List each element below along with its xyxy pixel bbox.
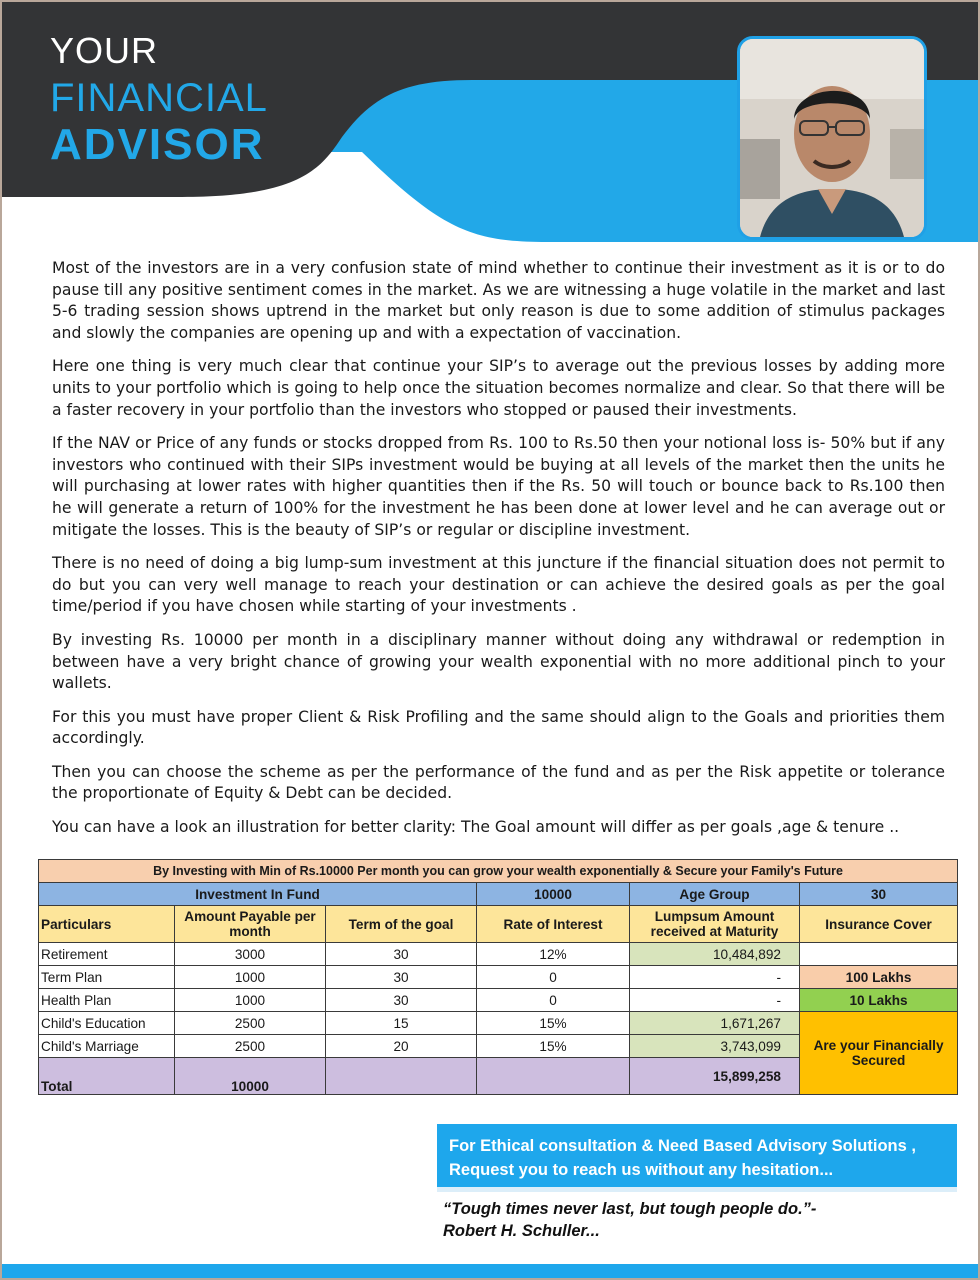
quote-block — [443, 1198, 903, 1242]
total-empty-cell — [326, 1058, 477, 1095]
lumpsum-cell: 3,743,099 — [630, 1035, 800, 1058]
secured-note: Are your Financially Secured — [800, 1012, 958, 1095]
paragraph: Then you can choose the scheme as per the performance of the fund and as per the Risk appetite or tolerance the proportionate of Equity & Debt can be decided. — [52, 762, 945, 803]
term-cell: 30 — [326, 943, 477, 966]
column-header: Term of the goal — [326, 906, 477, 943]
lumpsum-cell: 1,671,267 — [630, 1012, 800, 1035]
callout-line: Request you to reach us without any hesitation... — [449, 1161, 834, 1179]
table-row — [39, 989, 958, 1012]
total-amount: 10000 — [175, 1058, 326, 1095]
header-title-advisor: ADVISOR — [50, 120, 265, 169]
particular-cell: Term Plan — [39, 966, 175, 989]
lumpsum-cell: - — [630, 989, 800, 1012]
amount-cell: 1000 — [175, 989, 326, 1012]
table-row — [39, 943, 958, 966]
cover-cell: 100 Lakhs — [800, 966, 958, 989]
column-header: Lumpsum Amount received at Maturity — [630, 906, 800, 943]
article-body — [52, 258, 945, 839]
cover-cell — [800, 943, 958, 966]
table-banner: By Investing with Min of Rs.10000 Per month you can grow your wealth exponentially & Secure your Family's Future — [39, 860, 958, 883]
quote-text: “Tough times never last, but tough people do.”- — [443, 1200, 817, 1218]
particular-cell: Child's Marriage — [39, 1035, 175, 1058]
cover-cell: 10 Lakhs — [800, 989, 958, 1012]
age-group-label: Age Group — [630, 883, 800, 906]
paragraph: Most of the investors are in a very confusion state of mind whether to continue their investment as it is or to do pause till any positive sentiment comes in the market. As we are witnessing a huge volatile in the market and last 5-6 trading session shows uptrend in the market but only reason is due to some addition of stimulus packages and slowly the companies are opening up and with a expectation of vaccination. — [52, 259, 945, 342]
investment-in-fund-value: 10000 — [477, 883, 630, 906]
amount-cell: 3000 — [175, 943, 326, 966]
amount-cell: 1000 — [175, 966, 326, 989]
paragraph: Here one thing is very much clear that continue your SIP’s to average out the previous losses by adding more units to your portfolio which is going to help once the situation becomes normalize and clear. So that there will be a faster recovery in your portfolio than the investors who stopped or paused their investments. — [52, 357, 945, 419]
table-row — [39, 966, 958, 989]
investment-illustration-table — [38, 859, 958, 1095]
footer-bar — [2, 1264, 980, 1280]
paragraph: You can have a look an illustration for better clarity: The Goal amount will differ as per goals ,age & tenure .. — [52, 818, 900, 837]
term-cell: 30 — [326, 989, 477, 1012]
header-title-your: YOUR — [50, 30, 159, 71]
rate-cell: 0 — [477, 989, 630, 1012]
rate-cell: 15% — [477, 1012, 630, 1035]
total-lumpsum: 15,899,258 — [630, 1058, 800, 1095]
quote-author: Robert H. Schuller... — [443, 1222, 600, 1240]
paragraph: For this you must have proper Client & Risk Profiling and the same should align to the Goals and priorities them accordingly. — [52, 707, 945, 748]
rate-cell: 15% — [477, 1035, 630, 1058]
paragraph: If the NAV or Price of any funds or stocks dropped from Rs. 100 to Rs.50 then your notional loss is- 50% but if any investors who continued with their SIPs investment would be buying at all levels of the market then the units he will purchasing at lower rates with higher quantities then if the Rs. 50 will touch or bounce back to Rs.100 then he will generate a return of 100% for the investment he has been done at lower level and he can average out or mitigate the losses. This is the beauty of SIP’s or regular or discipline investment. — [52, 434, 945, 539]
lumpsum-cell: - — [630, 966, 800, 989]
rate-cell: 12% — [477, 943, 630, 966]
column-header: Insurance Cover — [800, 906, 958, 943]
column-header: Amount Payable per month — [175, 906, 326, 943]
contact-callout — [437, 1124, 957, 1192]
advisor-photo — [737, 36, 927, 240]
amount-cell: 2500 — [175, 1012, 326, 1035]
term-cell: 20 — [326, 1035, 477, 1058]
term-cell: 30 — [326, 966, 477, 989]
particular-cell: Retirement — [39, 943, 175, 966]
investment-in-fund-label: Investment In Fund — [39, 883, 477, 906]
column-header: Rate of Interest — [477, 906, 630, 943]
total-label: Total — [39, 1058, 175, 1095]
paragraph: There is no need of doing a big lump-sum investment at this juncture if the financial situation does not permit to do but you can very well manage to reach your destination or can achieve the desired goals as per the goal time/period if you have chosen while starting of your investments . — [52, 554, 945, 616]
lumpsum-cell: 10,484,892 — [630, 943, 800, 966]
amount-cell: 2500 — [175, 1035, 326, 1058]
term-cell: 15 — [326, 1012, 477, 1035]
table-summary-row — [39, 883, 958, 906]
age-group-value: 30 — [800, 883, 958, 906]
particular-cell: Child's Education — [39, 1012, 175, 1035]
callout-line: For Ethical consultation & Need Based Advisory Solutions , — [449, 1137, 916, 1155]
table-header-row — [39, 906, 958, 943]
table-banner-row — [39, 860, 958, 883]
header-title-financial: FINANCIAL — [50, 76, 268, 120]
rate-cell: 0 — [477, 966, 630, 989]
total-empty-cell — [477, 1058, 630, 1095]
particular-cell: Health Plan — [39, 989, 175, 1012]
table-row — [39, 1012, 958, 1035]
paragraph: By investing Rs. 10000 per month in a disciplinary manner without doing any withdrawal or redemption in between have a very bright chance of growing your wealth exponential with no more additional pinch to your wallets. — [52, 630, 945, 693]
column-header: Particulars — [39, 906, 175, 943]
